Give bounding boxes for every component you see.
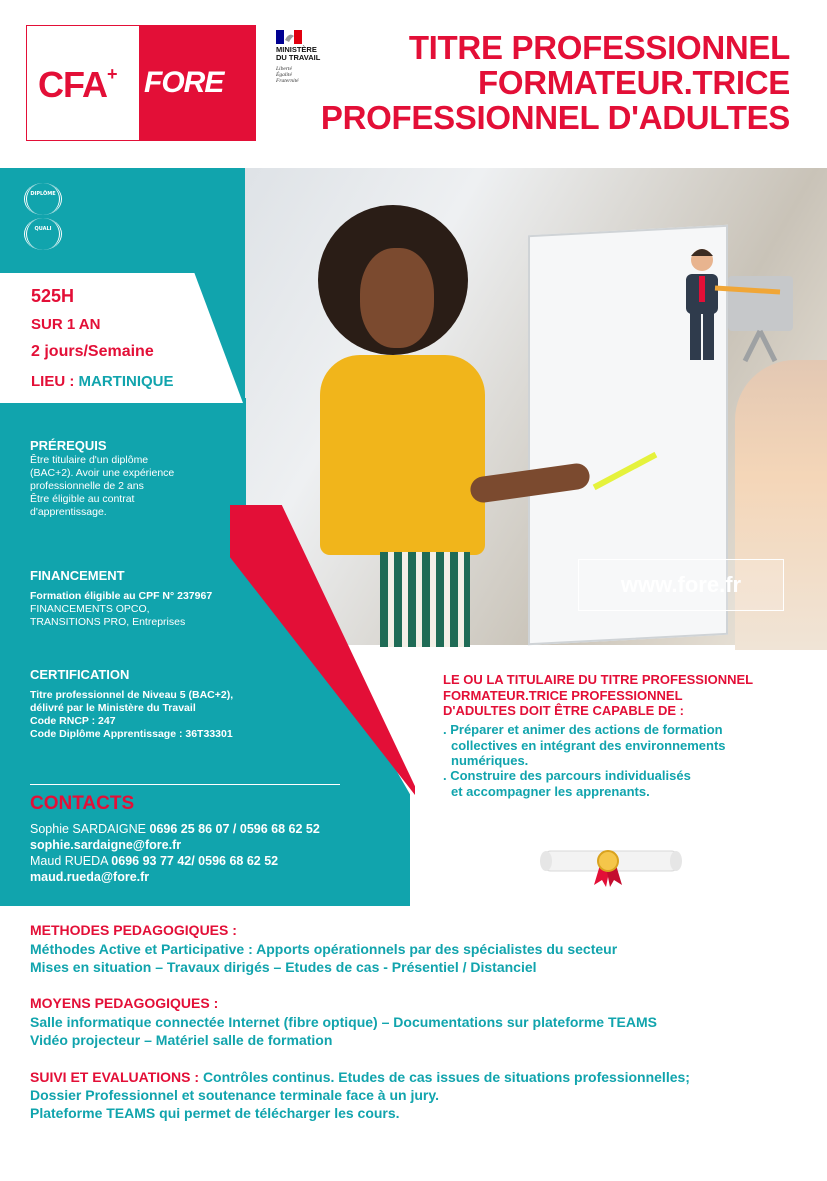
laurel-badge-icon: QUALI xyxy=(24,218,62,250)
suivi-text: SUIVI ET EVALUATIONS : Contrôles continus. Etudes de cas issues de situations professionnelles; Dossier Professionnel et soutenance terminale face à un jury. Plateforme TEAMS qui permet de télécharger les cours. xyxy=(30,1069,690,1121)
contact-2-phones: Maud RUEDA 0696 93 77 42/ 0596 68 62 52 xyxy=(30,854,279,868)
website-link[interactable]: www.fore.fr xyxy=(578,559,784,611)
trainer-shirt xyxy=(320,355,485,555)
certification-title: CERTIFICATION xyxy=(30,667,130,682)
duration-rhythm: 2 jours/Semaine xyxy=(31,343,154,360)
ministere-label: MINISTÈRE DU TRAVAIL xyxy=(276,45,321,62)
financement-text: Formation éligible au CPF N° 237967 FINANCEMENTS OPCO, TRANSITIONS PRO, Entreprises xyxy=(30,590,213,628)
moyens-title: MOYENS PEDAGOGIQUES : xyxy=(30,995,219,1011)
republic-motto: Liberté Égalité Fraternité xyxy=(276,66,299,84)
marianne-icon xyxy=(276,30,302,44)
suivi-title: SUIVI ET EVALUATIONS : xyxy=(30,1069,200,1085)
prerequis-text: Être titulaire d'un diplôme (BAC+2). Avoir une expérience professionnelle de 2 ans Être éligible au contrat d'apprentissage. xyxy=(30,454,175,518)
presenter-icon xyxy=(680,246,795,366)
page-title: TITRE PROFESSIONNEL FORMATEUR.TRICE PROFESSIONNEL D'ADULTES xyxy=(320,29,790,136)
trainer-face xyxy=(360,248,434,348)
cfa-logo-text: CFA+ xyxy=(38,64,117,105)
section-divider xyxy=(30,784,340,785)
fore-logo-text: FORE xyxy=(144,66,224,99)
location: LIEU : MARTINIQUE xyxy=(31,373,174,390)
diploma-scroll-icon xyxy=(538,845,684,893)
capability-item-2: . Construire des parcours individualisés et accompagner les apprenants. xyxy=(443,768,691,799)
duration-period: SUR 1 AN xyxy=(31,316,101,333)
capability-item-1: . Préparer et animer des actions de formation collectives en intégrant des environnements numériques. xyxy=(443,722,726,768)
contact-1-email[interactable]: sophie.sardaigne@fore.fr xyxy=(30,838,182,852)
laurel-badge-icon: DIPLÔME xyxy=(24,183,62,215)
prerequis-title: PRÉREQUIS xyxy=(30,438,107,453)
financement-title: FINANCEMENT xyxy=(30,568,125,583)
trainer-pants xyxy=(380,552,470,647)
certification-text: Titre professionnel de Niveau 5 (BAC+2), délivré par le Ministère du Travail Code RNCP : 247 Code Diplôme Apprentissage : 36T33301 xyxy=(30,689,234,740)
capabilities-title: LE OU LA TITULAIRE DU TITRE PROFESSIONNEL FORMATEUR.TRICE PROFESSIONNEL D'ADULTES DOIT ÊTRE CAPABLE DE : xyxy=(443,672,754,718)
duration-hours: 525H xyxy=(31,286,75,306)
moyens-text: Salle informatique connectée Internet (fibre optique) – Documentations sur plateforme TEAMS Vidéo projecteur – Matériel salle de formation xyxy=(30,1014,657,1048)
contacts-title: CONTACTS xyxy=(30,793,135,814)
methodes-text: Méthodes Active et Participative : Apports opérationnels par des spécialistes du secteur Mises en situation – Travaux dirigés – Etudes de cas - Présentiel / Distanciel xyxy=(30,941,618,975)
methodes-title: METHODES PEDAGOGIQUES : xyxy=(30,922,237,938)
contact-2-email[interactable]: maud.rueda@fore.fr xyxy=(30,870,150,884)
contact-1-phones: Sophie SARDAIGNE 0696 25 86 07 / 0596 68 62 52 xyxy=(30,822,320,836)
